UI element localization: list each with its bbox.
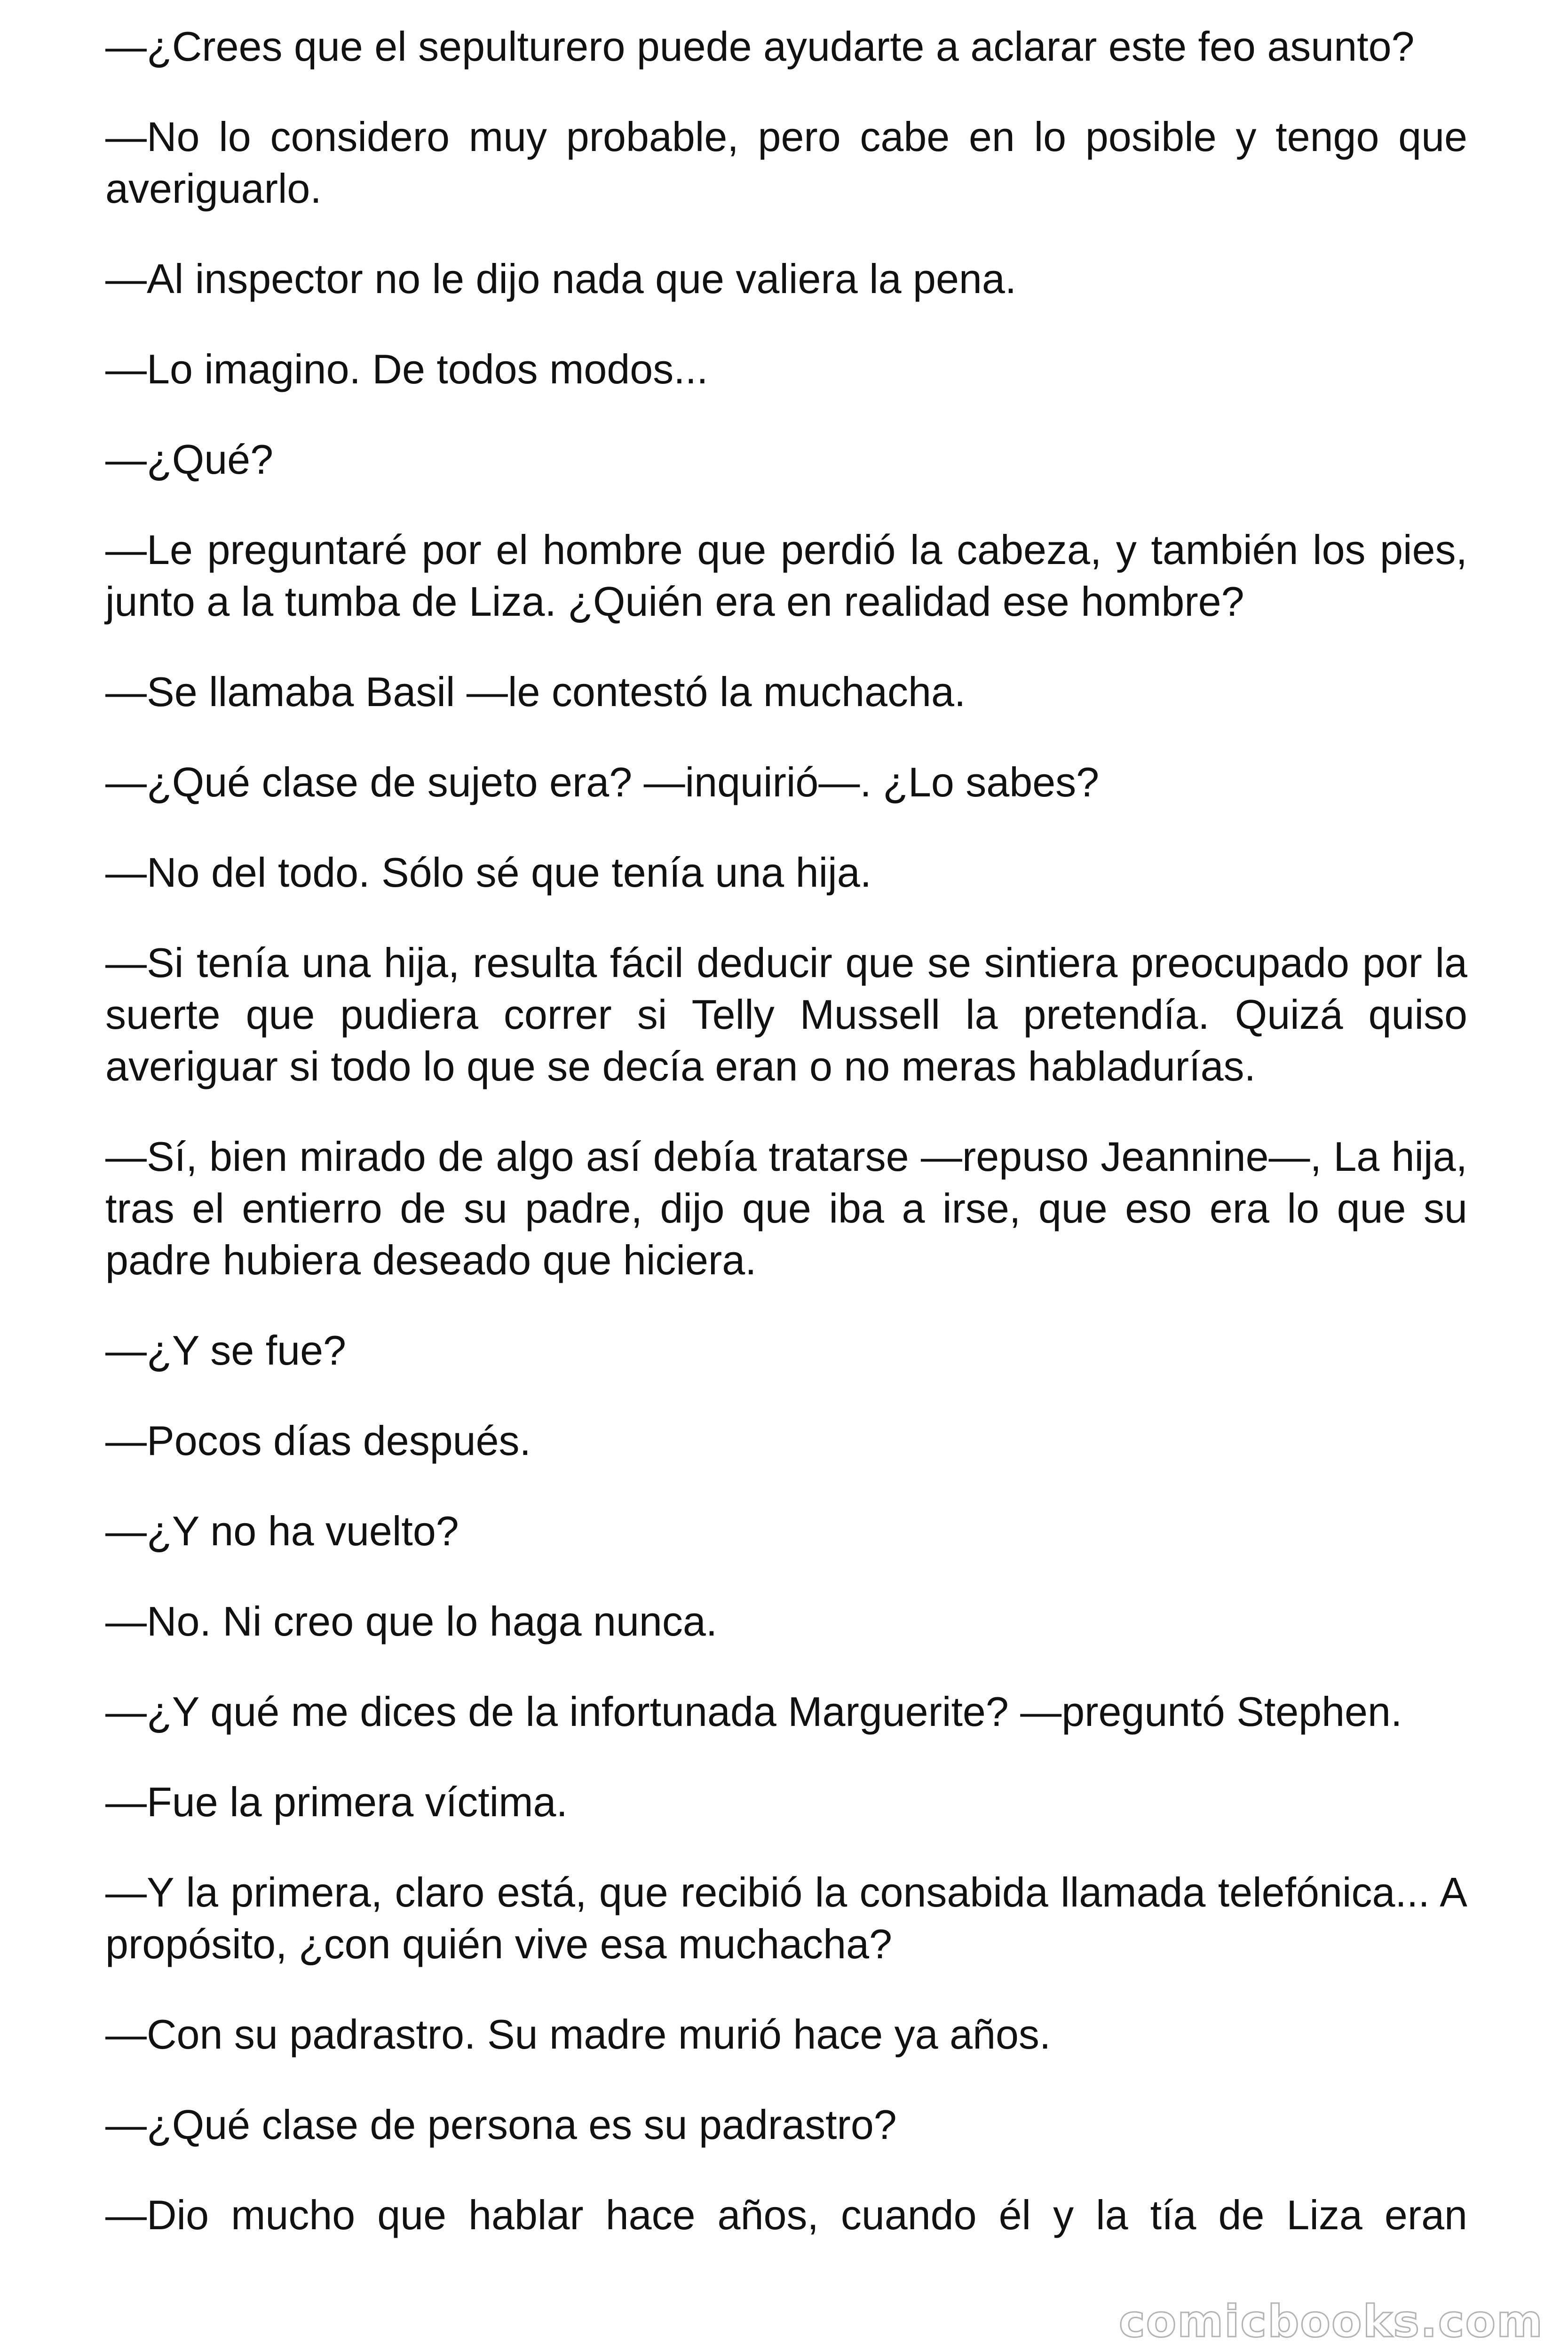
paragraph: —¿Qué clase de persona es su padrastro? <box>105 2101 897 2148</box>
paragraph: —Si tenía una hija, resulta fácil deducir que se sintiera preocupado por la suerte que pudiera correr si Telly Mussell la pretendía. Quizá quiso averiguar si todo lo que se decía eran o no meras habladurías. <box>105 939 1467 1089</box>
paragraph: —No. Ni creo que lo haga nunca. <box>105 1598 718 1645</box>
paragraph: —Lo imagino. De todos modos... <box>105 346 708 392</box>
paragraph: —¿Qué? <box>105 436 274 483</box>
paragraph: —¿Y no ha vuelto? <box>105 1508 459 1554</box>
paragraph: —Fue la primera víctima. <box>105 1779 568 1825</box>
paragraph: —Se llamaba Basil —le contestó la muchacha. <box>105 668 966 715</box>
watermark-logo: comicbooks.com <box>1118 2296 1544 2347</box>
page-text <box>105 21 1467 2280</box>
paragraph: —Sí, bien mirado de algo así debía tratarse —repuso Jeannine—, La hija, tras el entierro de su padre, dijo que iba a irse, que eso era lo que su padre hubiera deseado que hiciera. <box>105 1133 1467 1283</box>
paragraph: —Con su padrastro. Su madre murió hace ya años. <box>105 2011 1051 2058</box>
paragraph: —¿Crees que el sepulturero puede ayudarte a aclarar este feo asunto? <box>105 23 1415 70</box>
paragraph-continued: —Dio mucho que hablar hace años, cuando él y la tía de Liza eran <box>105 2192 1467 2238</box>
paragraph: —No lo considero muy probable, pero cabe en lo posible y tengo que averiguarlo. <box>105 113 1467 212</box>
paragraph: —Y la primera, claro está, que recibió la consabida llamada telefónica... A propósito, ¿con quién vive esa muchacha? <box>105 1869 1467 1967</box>
paragraph: —Le preguntaré por el hombre que perdió la cabeza, y también los pies, junto a la tumba de Liza. ¿Quién era en realidad ese hombre? <box>105 526 1467 625</box>
paragraph: —¿Y se fue? <box>105 1327 346 1374</box>
paragraph: —No del todo. Sólo sé que tenía una hija. <box>105 849 872 896</box>
paragraph: —Pocos días después. <box>105 1417 531 1464</box>
paragraph: —¿Y qué me dices de la infortunada Marguerite? —preguntó Stephen. <box>105 1688 1402 1735</box>
paragraph: —¿Qué clase de sujeto era? —inquirió—. ¿Lo sabes? <box>105 759 1100 805</box>
paragraph: —Al inspector no le dijo nada que valiera la pena. <box>105 255 1017 302</box>
